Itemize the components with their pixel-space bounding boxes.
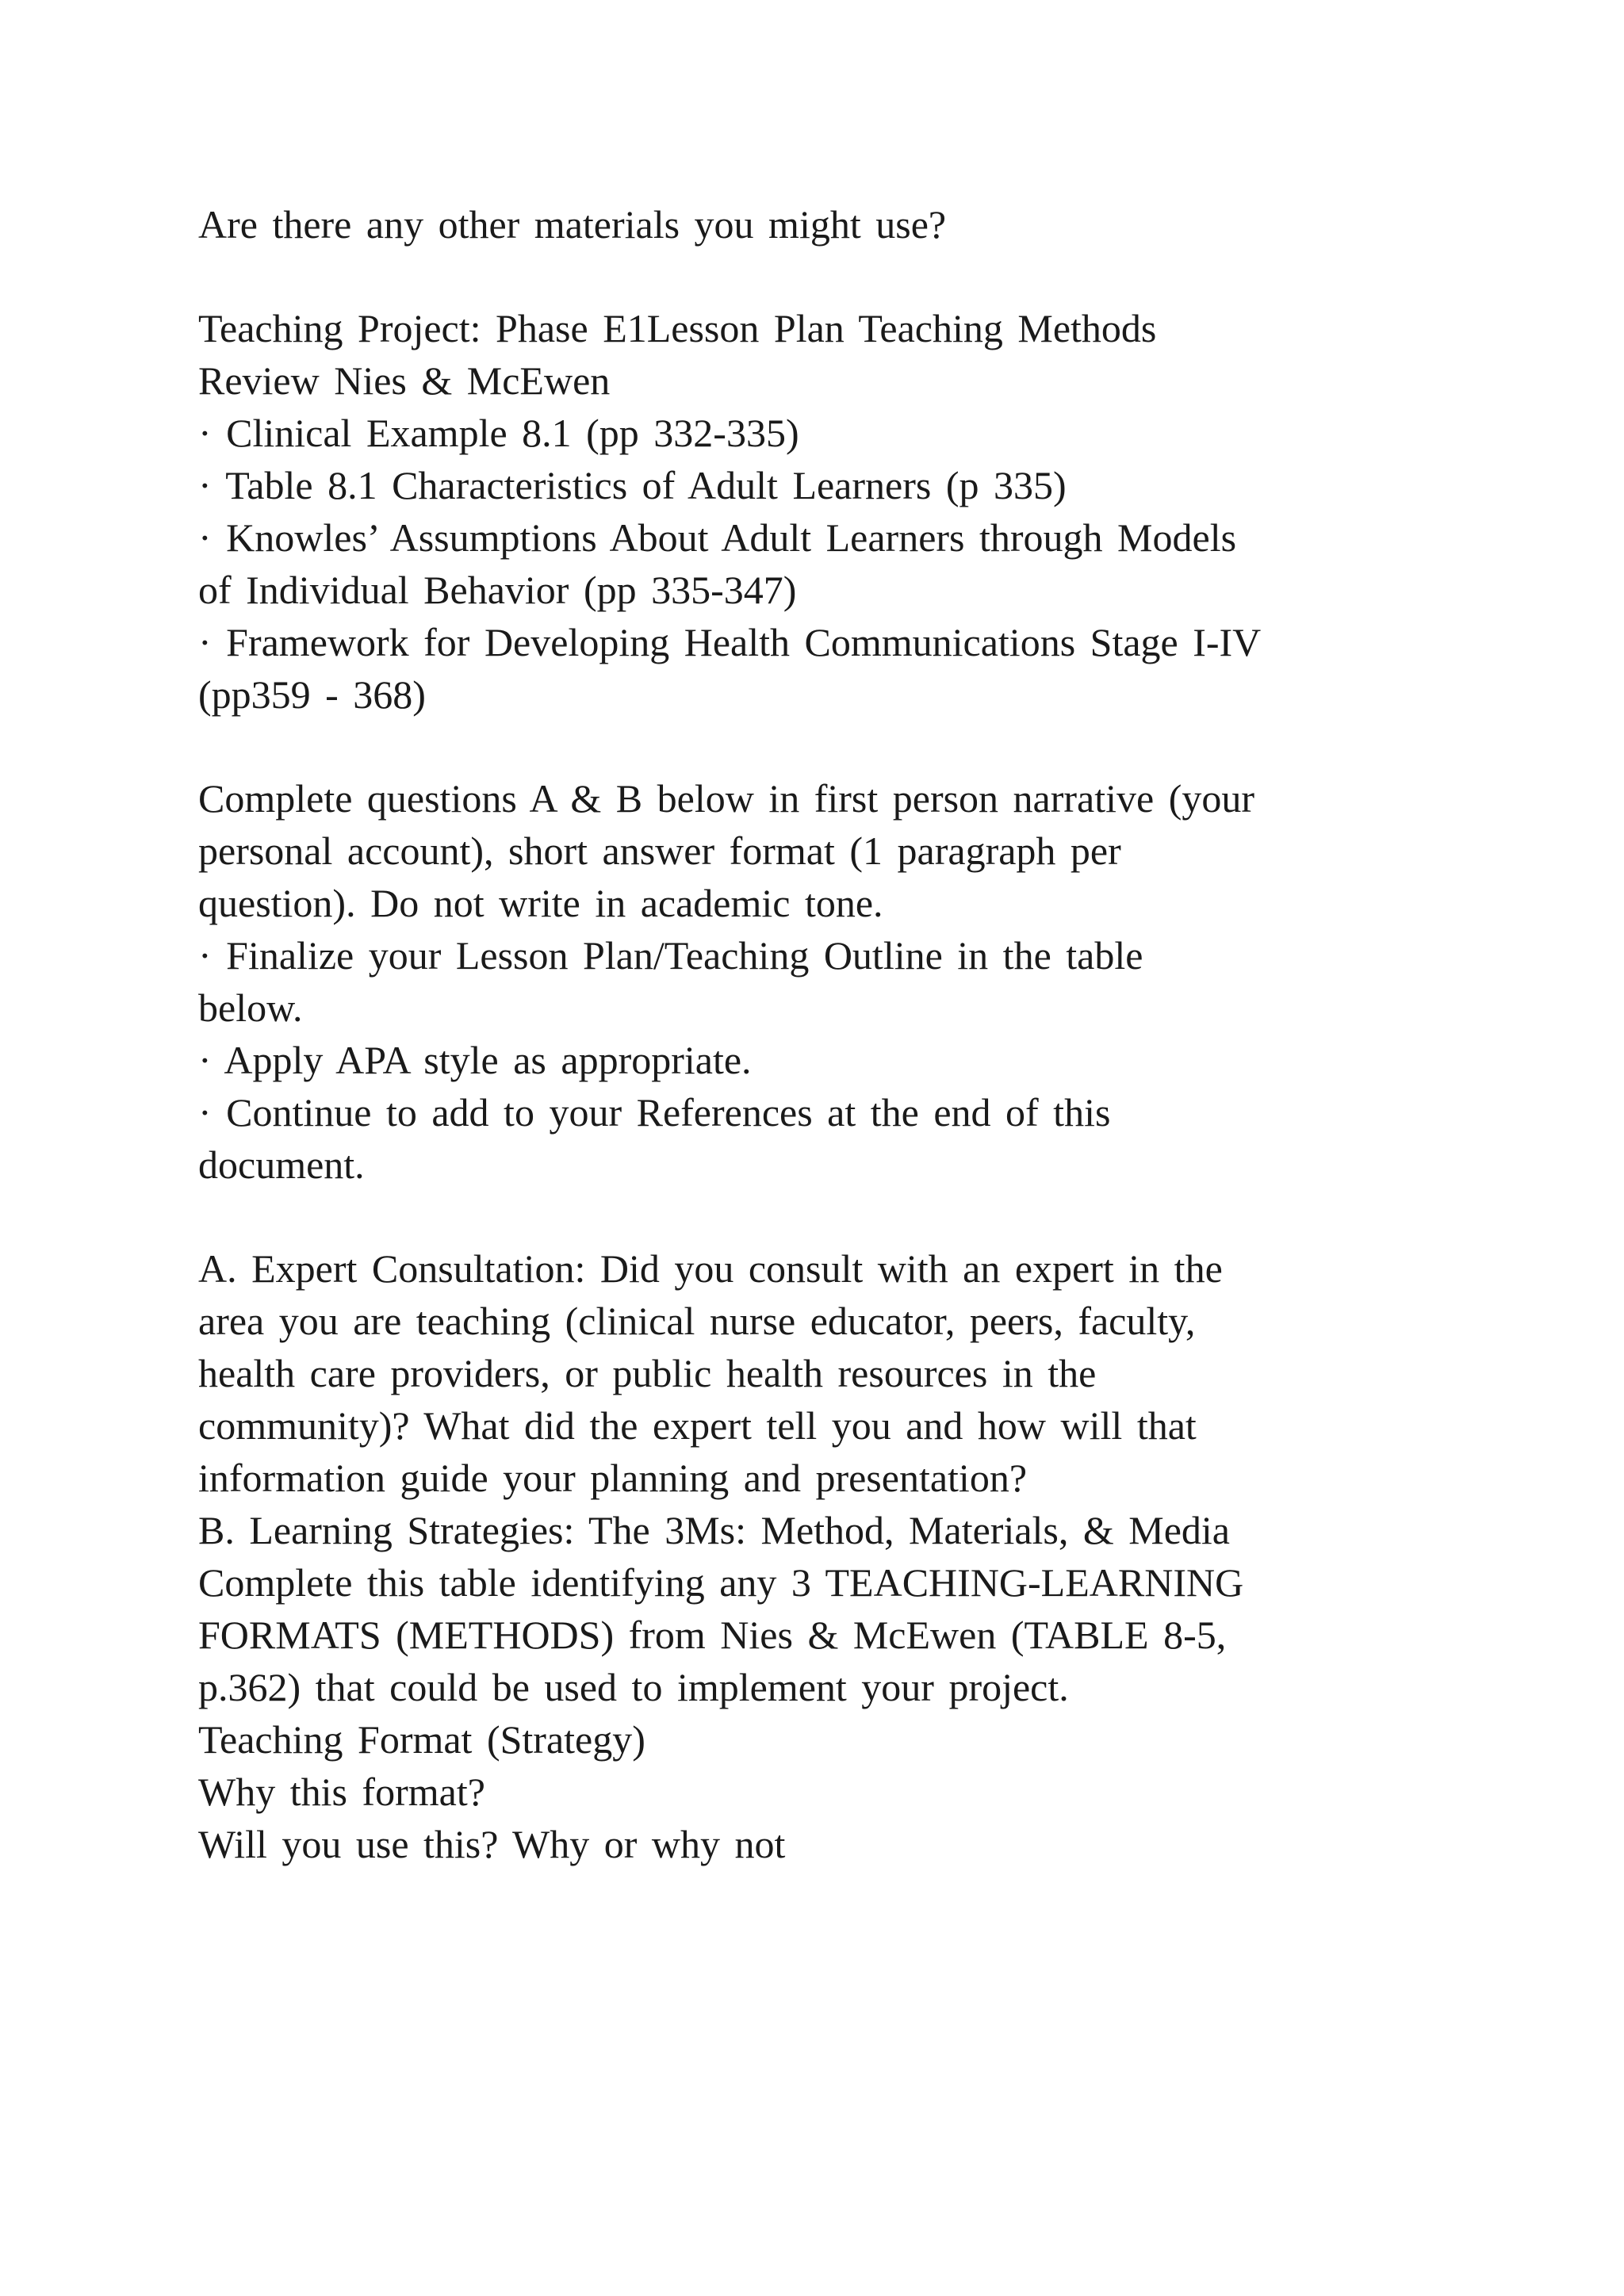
text-line: FORMATS (METHODS) from Nies & McEwen (TABLE 8-5, — [198, 1613, 1227, 1657]
text-line: personal account), short answer format (1 paragraph per — [198, 828, 1121, 873]
text-line: document. — [198, 1142, 365, 1187]
text-line: Are there any other materials you might use? — [198, 202, 947, 247]
text-line: information guide your planning and presentation? — [198, 1456, 1028, 1500]
text-line: Teaching Project: Phase E1Lesson Plan Teaching Methods — [198, 306, 1157, 350]
bullet-line: · Continue to add to your References at the end of this — [198, 1090, 1111, 1135]
text-line: community)? What did the expert tell you and how will that — [198, 1403, 1197, 1448]
text-line: of Individual Behavior (pp 335-347) — [198, 568, 797, 612]
text-line: Teaching Format (Strategy) — [198, 1717, 645, 1762]
text-line: Will you use this? Why or why not — [198, 1822, 786, 1866]
text-line: Why this format? — [198, 1770, 485, 1814]
text-line: (pp359 - 368) — [198, 672, 426, 717]
text-line: Review Nies & McEwen — [198, 358, 611, 403]
text-line: area you are teaching (clinical nurse educator, peers, faculty, — [198, 1299, 1196, 1343]
text-line: Complete questions A & B below in first person narrative (your — [198, 776, 1255, 821]
bullet-line: · Table 8.1 Characteristics of Adult Learners (p 335) — [198, 463, 1067, 507]
bullet-line: · Finalize your Lesson Plan/Teaching Outline in the table — [198, 933, 1143, 978]
text-line: below. — [198, 985, 303, 1030]
bullet-line: · Knowles’ Assumptions About Adult Learners through Models — [198, 515, 1237, 560]
text-line: p.362) that could be used to implement your project. — [198, 1665, 1069, 1709]
text-line: question). Do not write in academic tone. — [198, 881, 883, 925]
bullet-line: · Clinical Example 8.1 (pp 332-335) — [198, 411, 799, 455]
text-line: B. Learning Strategies: The 3Ms: Method, Materials, & Media — [198, 1508, 1231, 1552]
bullet-line: · Apply APA style as appropriate. — [198, 1038, 752, 1082]
bullet-line: · Framework for Developing Health Communications Stage I-IV — [198, 620, 1262, 664]
text-line: Complete this table identifying any 3 TEACHING-LEARNING — [198, 1560, 1244, 1605]
text-line: A. Expert Consultation: Did you consult with an expert in the — [198, 1246, 1223, 1291]
text-line: health care providers, or public health resources in the — [198, 1351, 1097, 1395]
